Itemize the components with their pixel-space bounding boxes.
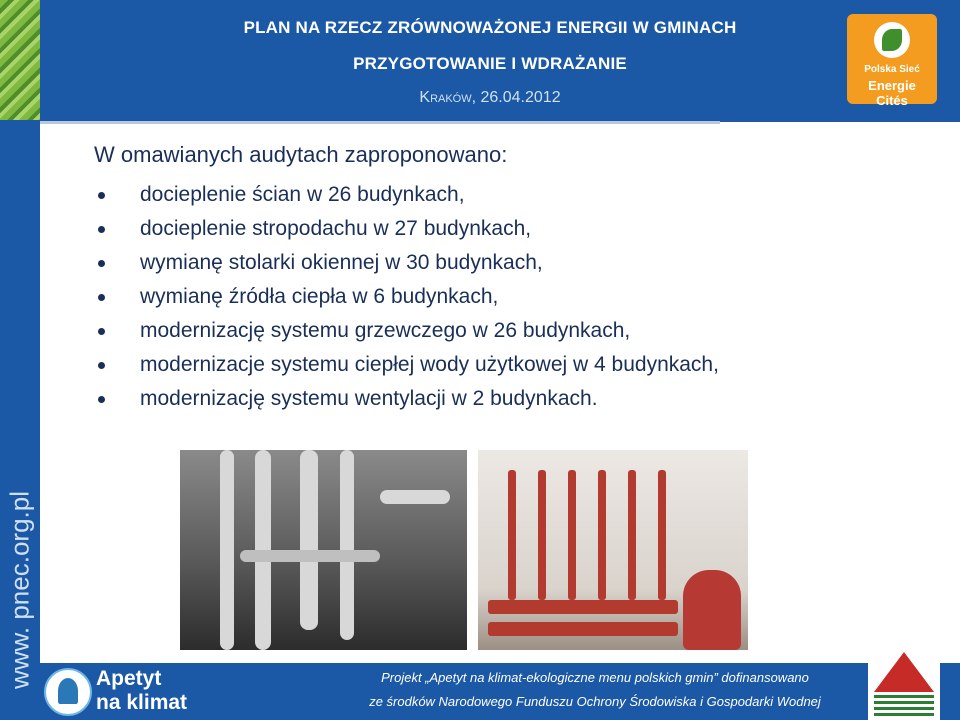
bullet-dot (98, 192, 105, 199)
header-title-line1: PLAN NA RZECZ ZRÓWNOWAŻONEJ ENERGII W GMINACH (243, 18, 737, 37)
riser-pipe (598, 470, 606, 600)
bullet-text: wymianę źródła ciepła w 6 budynkach, (140, 285, 499, 308)
expansion-tank (683, 570, 741, 650)
manifold-pipe (488, 600, 678, 614)
pipe (240, 550, 380, 562)
pipe (220, 450, 234, 650)
bullet-item (94, 280, 719, 314)
bullet-text: wymianę stolarki okiennej w 30 budynkach, (140, 251, 543, 274)
header-texture (0, 0, 40, 120)
apetyt-logo-word2: na klimat (96, 691, 188, 714)
footer-text-line1: Projekt „Apetyt na klimat-ekologiczne menu polskich gmin” dofinansowano (381, 670, 809, 685)
bullet-item (94, 382, 719, 416)
header-title-line2: PRZYGOTOWANIE I WDRAŻANIE (353, 54, 627, 73)
riser-pipe (508, 470, 516, 600)
bullet-dot (98, 226, 105, 233)
nfosigw-logo-icon (868, 648, 940, 720)
bullet-text: modernizację systemu grzewczego w 26 budynkach, (140, 319, 631, 342)
bullet-list (94, 178, 719, 416)
bullet-dot (98, 328, 105, 335)
riser-pipe (658, 470, 666, 600)
bullet-item (94, 314, 719, 348)
bullet-item (94, 212, 719, 246)
bullet-dot (98, 396, 105, 403)
bullet-text: modernizacje systemu ciepłej wody użytkowej w 4 budynkach, (140, 353, 719, 376)
pipe (340, 450, 354, 640)
bullet-item (94, 246, 719, 280)
photo-new-heating-system (478, 450, 748, 650)
footer-text-line2: ze środków Narodowego Funduszu Ochrony Środowiska i Gospodarki Wodnej (369, 694, 821, 709)
pipe (300, 450, 318, 630)
photo-old-boiler-room (180, 450, 467, 650)
sidebar-url: www. pnec.org.pl (4, 491, 35, 689)
bullet-item (94, 348, 719, 382)
bullet-text: docieplenie ścian w 26 budynkach, (140, 183, 465, 206)
pipe (380, 490, 450, 504)
manifold-pipe (488, 622, 678, 636)
bullet-text: modernizację systemu wentylacji w 2 budynkach. (140, 387, 598, 410)
apetyt-logo-word1: Apetyt (96, 667, 162, 690)
logo-triangle (874, 652, 934, 692)
riser-pipe (538, 470, 546, 600)
riser-pipe (568, 470, 576, 600)
riser-pipe (628, 470, 636, 600)
header-divider (40, 121, 720, 124)
bullet-dot (98, 294, 105, 301)
bullet-text: docieplenie stropodachu w 27 budynkach, (140, 217, 532, 240)
intro-text: W omawianych audytach zaproponowano: (94, 142, 508, 167)
apetyt-logo (42, 665, 192, 718)
pnec-logo-line1: Polska Sieć (864, 64, 920, 75)
pnec-logo (847, 14, 937, 108)
pnec-logo-icon (874, 22, 910, 58)
bullet-dot (98, 260, 105, 267)
bullet-dot (98, 362, 105, 369)
apetyt-globe-icon (44, 668, 92, 716)
logo-stripes (874, 692, 934, 716)
pnec-logo-line2: Energie Cités (868, 78, 916, 108)
header-subtitle: Kraków, 26.04.2012 (419, 89, 561, 106)
bullet-item (94, 178, 719, 212)
